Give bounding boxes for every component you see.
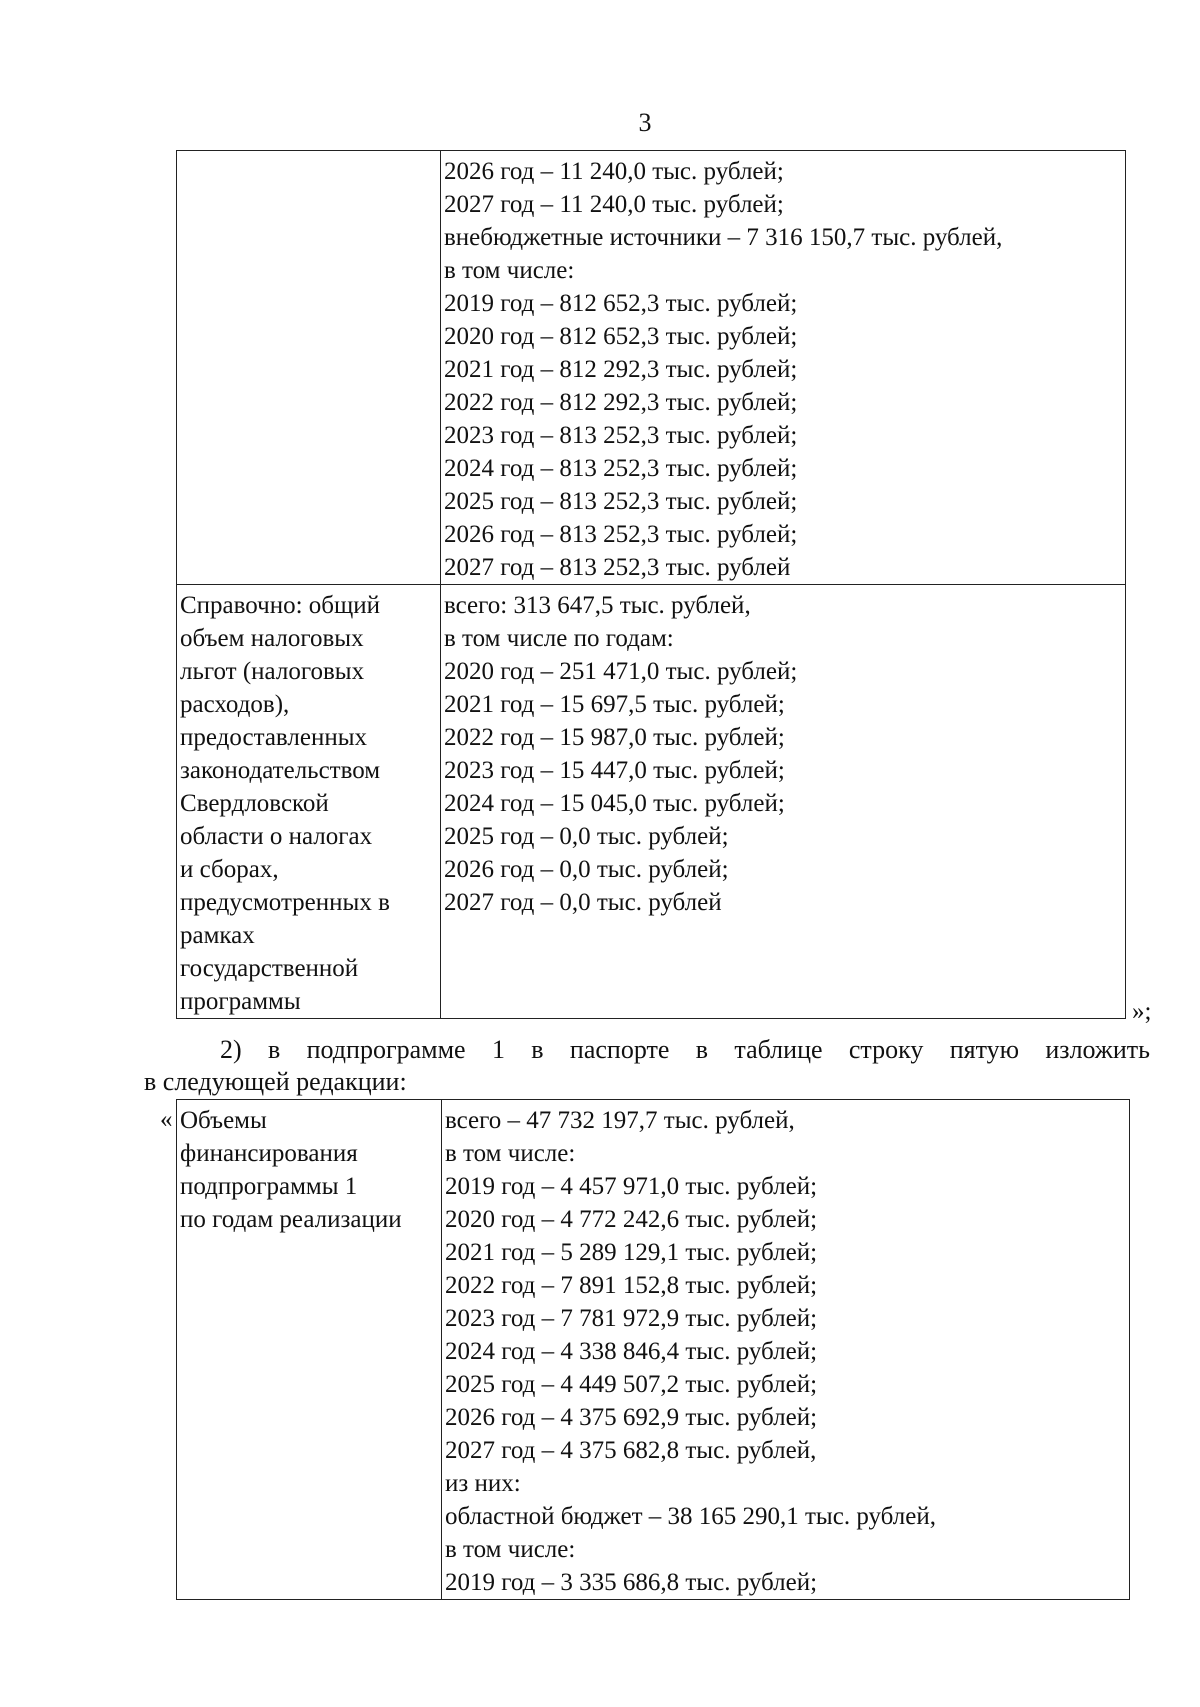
text-line: и сборах,: [180, 856, 279, 883]
text-line: областной бюджет – 38 165 290,1 тыс. рублей,: [445, 1503, 936, 1530]
text-line: 2023 год – 7 781 972,9 тыс. рублей;: [445, 1305, 818, 1332]
text-line: 2027 год – 11 240,0 тыс. рублей;: [444, 191, 784, 218]
text-line: 2021 год – 812 292,3 тыс. рублей;: [444, 356, 798, 383]
text-line: 2023 год – 15 447,0 тыс. рублей;: [444, 757, 785, 784]
text-line: 2027 год – 4 375 682,8 тыс. рублей,: [445, 1437, 817, 1464]
text-line: в том числе:: [444, 257, 575, 284]
closing-quote: »;: [1132, 998, 1152, 1025]
amendment-paragraph: [144, 1034, 1150, 1098]
text-line: 2020 год – 251 471,0 тыс. рублей;: [444, 658, 798, 685]
text-line: 2024 год – 813 252,3 тыс. рублей;: [444, 455, 798, 482]
passport-table-continuation: [176, 150, 1126, 1019]
text-line: предусмотренных в: [180, 889, 390, 916]
text-line: 2026 год – 4 375 692,9 тыс. рублей;: [445, 1404, 818, 1431]
table-cell-right: [441, 151, 1126, 585]
text-line: государственной: [180, 955, 359, 982]
paragraph-line: 2) в подпрограмме 1 в паспорте в таблице строку пятую изложить: [220, 1035, 1150, 1064]
text-line: всего: 313 647,5 тыс. рублей,: [444, 592, 751, 619]
text-line: из них:: [445, 1470, 521, 1497]
text-line: 2025 год – 0,0 тыс. рублей;: [444, 823, 729, 850]
subprogram-funding-table: [176, 1099, 1130, 1600]
text-line: 2020 год – 812 652,3 тыс. рублей;: [444, 323, 798, 350]
text-line: 2021 год – 5 289 129,1 тыс. рублей;: [445, 1239, 818, 1266]
text-line: 2022 год – 812 292,3 тыс. рублей;: [444, 389, 798, 416]
text-line: в том числе:: [445, 1140, 576, 1167]
text-line: Свердловской: [180, 790, 329, 817]
text-line: расходов),: [180, 691, 290, 718]
text-line: 2022 год – 7 891 152,8 тыс. рублей;: [445, 1272, 818, 1299]
text-line: 2019 год – 4 457 971,0 тыс. рублей;: [445, 1173, 818, 1200]
text-line: внебюджетные источники – 7 316 150,7 тыс. рублей,: [444, 224, 1003, 251]
text-line: 2024 год – 4 338 846,4 тыс. рублей;: [445, 1338, 818, 1365]
table-cell-right: [441, 585, 1126, 1019]
table-cell-left: [177, 151, 441, 585]
text-line: 2027 год – 0,0 тыс. рублей: [444, 889, 722, 916]
opening-quote: «: [160, 1106, 173, 1133]
text-line: 2021 год – 15 697,5 тыс. рублей;: [444, 691, 785, 718]
table-row: [177, 585, 1126, 1019]
text-line: объем налоговых: [180, 625, 364, 652]
text-line: рамках: [180, 922, 255, 949]
table-cell-left: [177, 1100, 442, 1600]
text-line: Объемы: [180, 1107, 267, 1134]
table-row: [177, 1100, 1130, 1600]
text-line: льгот (налоговых: [180, 658, 365, 685]
text-line: Справочно: общий: [180, 592, 381, 619]
table-cell-left: [177, 585, 441, 1019]
text-line: финансирования: [180, 1140, 358, 1167]
text-line: 2024 год – 15 045,0 тыс. рублей;: [444, 790, 785, 817]
text-line: предоставленных: [180, 724, 368, 751]
text-line: 2019 год – 3 335 686,8 тыс. рублей;: [445, 1569, 818, 1596]
text-line: 2025 год – 813 252,3 тыс. рублей;: [444, 488, 798, 515]
text-line: 2022 год – 15 987,0 тыс. рублей;: [444, 724, 785, 751]
page-number: 3: [638, 108, 652, 137]
text-line: подпрограммы 1: [180, 1173, 358, 1200]
text-line: 2020 год – 4 772 242,6 тыс. рублей;: [445, 1206, 818, 1233]
text-line: 2019 год – 812 652,3 тыс. рублей;: [444, 290, 798, 317]
text-line: по годам реализации: [180, 1206, 402, 1233]
text-line: 2027 год – 813 252,3 тыс. рублей: [444, 554, 791, 581]
text-line: области о налогах: [180, 823, 373, 850]
text-line: 2026 год – 11 240,0 тыс. рублей;: [444, 158, 784, 185]
text-line: в том числе по годам:: [444, 625, 674, 652]
text-line: 2026 год – 0,0 тыс. рублей;: [444, 856, 729, 883]
table-cell-right: [442, 1100, 1130, 1600]
text-line: в том числе:: [445, 1536, 576, 1563]
text-line: законодательством: [180, 757, 381, 784]
text-line: программы: [180, 988, 301, 1015]
text-line: всего – 47 732 197,7 тыс. рублей,: [445, 1107, 795, 1134]
table-row: [177, 151, 1126, 585]
text-line: 2025 год – 4 449 507,2 тыс. рублей;: [445, 1371, 818, 1398]
paragraph-line: в следующей редакции:: [144, 1067, 407, 1096]
text-line: 2023 год – 813 252,3 тыс. рублей;: [444, 422, 798, 449]
text-line: 2026 год – 813 252,3 тыс. рублей;: [444, 521, 798, 548]
